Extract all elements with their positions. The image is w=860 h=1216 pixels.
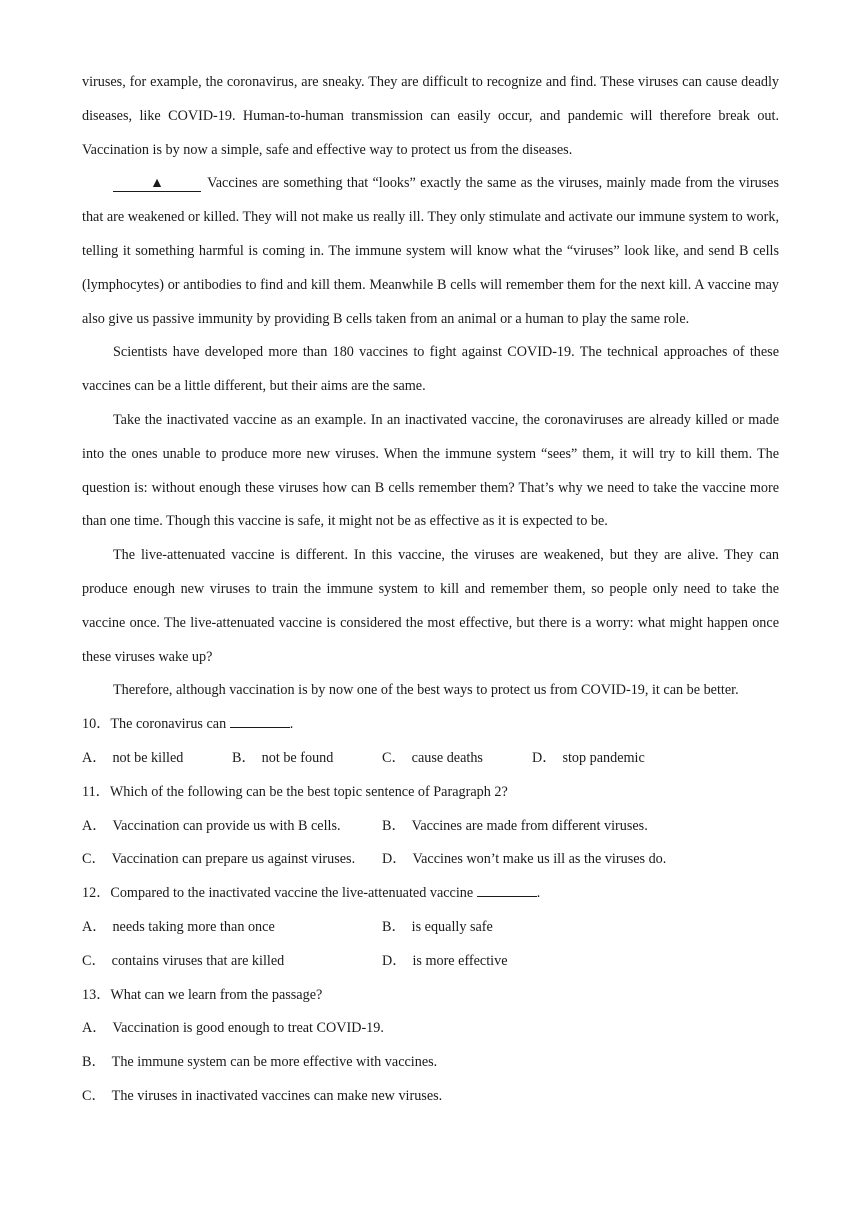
passage-paragraph-1: viruses, for example, the coronavirus, are sneaky. They are difficult to recognize and find. These viruses can cause deadly diseases, like COVID-19. Human-to-human transmission can easily occur, and pandemic will therefore break out. Vaccination is by now a simple, safe and effective way to protect us from the diseases. [82,74,779,158]
option-b: B． is equally safe [382,918,493,935]
option-d: D． stop pandemic [532,749,645,766]
option-c: C． cause deaths [382,749,483,766]
option-a: A． Vaccination can provide us with B cells. [82,817,341,834]
question-11-options-row-1 [82,810,779,844]
passage-paragraph-3: Scientists have developed more than 180 vaccines to fight against COVID-19. The technical approaches of these vaccines can be a little different, but their aims are the same. [82,344,779,395]
option-c: C． contains viruses that are killed [82,952,285,969]
document-page [82,66,779,1114]
fill-blank [230,715,290,728]
question-12-options-row-2 [82,945,779,979]
option-a: A． not be killed [82,749,184,766]
option-c: C． Vaccination can prepare us against viruses. [82,851,356,868]
question-13-option-c: C． The viruses in inactivated vaccines can make new viruses. [82,1087,443,1104]
question-11-options-row-2 [82,843,779,877]
answer-blank: ▲ [113,175,201,192]
question-10-stem: 10．The coronavirus can . [82,716,294,733]
option-d: D． Vaccines won’t make us ill as the viruses do. [382,851,667,868]
question-11-stem: 11．Which of the following can be the best topic sentence of Paragraph 2? [82,783,508,800]
question-10-options [82,742,779,776]
question-12-options-row-1 [82,911,779,945]
passage-paragraph-6: Therefore, although vaccination is by now one of the best ways to protect us from COVID-19, it can be better. [113,682,739,699]
passage-paragraph-5: The live-attenuated vaccine is different. In this vaccine, the viruses are weakened, but they are alive. They can produce enough new viruses to train the immune system to kill and remember them, so people only need to take the vaccine once. The live-attenuated vaccine is considered the most effective, but there is a worry: what might happen once these viruses wake up? [82,547,779,665]
passage-paragraph-4: Take the inactivated vaccine as an example. In an inactivated vaccine, the coronaviruses are already killed or made into the ones unable to produce more new viruses. When the immune system “sees” them, it will try to kill them. The question is: without enough these viruses how can B cells remember them? That’s why we need to take the vaccine more than one time. Though this vaccine is safe, it might not be as effective as it is expected to be. [82,411,779,530]
passage-paragraph-2 [82,167,779,336]
option-d: D． is more effective [382,952,508,969]
fill-blank [477,884,537,897]
question-13-option-a: A． Vaccination is good enough to treat COVID-19. [82,1020,384,1037]
paragraph-2-text: Vaccines are something that “looks” exactly the same as the viruses, mainly made from the viruses that are weakened or killed. They will not make us really ill. They only stimulate and activate our immune system to work, telling it something harmful is coming in. The immune system will know what the “viruses” look like, and send B cells (lymphocytes) or antibodies to find and kill them. Meanwhile B cells will remember them for the next kill. A vaccine may also give us passive immunity by providing B cells taken from an animal or a human to play the same role. [82,175,779,327]
question-13-option-b: B． The immune system can be more effective with vaccines. [82,1054,438,1071]
option-b: B． not be found [232,749,334,766]
question-13-stem: 13．What can we learn from the passage? [82,986,323,1003]
question-12-stem: 12．Compared to the inactivated vaccine the live-attenuated vaccine . [82,885,541,902]
option-a: A． needs taking more than once [82,918,275,935]
option-b: B． Vaccines are made from different viruses. [382,817,648,834]
